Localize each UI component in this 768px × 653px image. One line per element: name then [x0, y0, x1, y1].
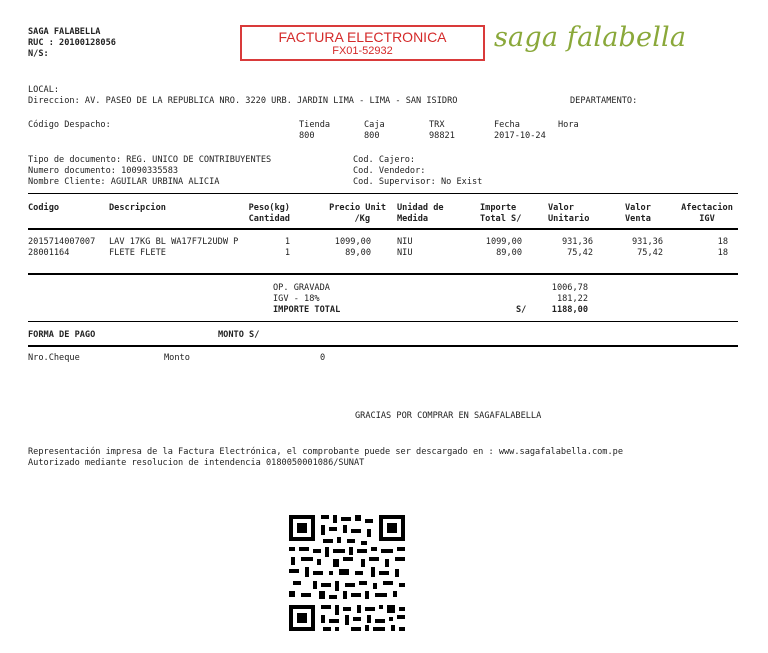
- store-value: 800: [299, 131, 315, 141]
- doc-type: Tipo de documento: REG. UNICO DE CONTRIBUYENTES: [28, 155, 272, 165]
- col-valor-unitario-2: Unitario: [548, 214, 590, 224]
- divider-header: [28, 228, 738, 230]
- col-cantidad: Cantidad: [248, 214, 290, 224]
- seller-code: Cod. Vendedor:: [353, 166, 426, 176]
- cashier-code: Cod. Cajero:: [353, 155, 416, 165]
- legal-authorization: Autorizado mediante resolucion de intendencia 0180050001086/SUNAT: [28, 458, 365, 468]
- register-label: Caja: [364, 120, 385, 130]
- table-row-valor-unitario: 75,42: [567, 248, 593, 258]
- client-name: Nombre Cliente: AGUILAR URBINA ALICIA: [28, 177, 220, 187]
- col-valor-unitario: Valor: [548, 203, 574, 213]
- company-ns: N/S:: [28, 49, 49, 59]
- dispatch-code-label: Código Despacho:: [28, 120, 111, 130]
- table-row-descripcion: FLETE FLETE: [109, 248, 166, 258]
- address: Direccion: AV. PASEO DE LA REPUBLICA NRO. 3220 URB. JARDIN LIMA - LIMA - SAN ISIDRO: [28, 96, 458, 106]
- col-peso: Peso(kg): [248, 203, 290, 213]
- divider-items: [28, 273, 738, 275]
- date-label: Fecha: [494, 120, 520, 130]
- table-row-igv: 18: [717, 248, 728, 258]
- table-row-unidad: NIU: [397, 248, 413, 258]
- brand-logo: saga falabella: [494, 22, 687, 53]
- col-medida: Medida: [397, 214, 429, 224]
- table-row-codigo: 2015714007007: [28, 237, 96, 247]
- col-precio: Precio Unit: [329, 203, 386, 213]
- payment-amount-label: MONTO S/: [218, 330, 260, 340]
- divider-payment: [28, 345, 738, 347]
- table-row-valor-venta: 75,42: [637, 248, 663, 258]
- divider-totals: [28, 321, 738, 322]
- col-codigo: Codigo: [28, 203, 60, 213]
- table-row-importe: 89,00: [496, 248, 522, 258]
- department-label: DEPARTAMENTO:: [570, 96, 638, 106]
- total-value: 1188,00: [551, 305, 588, 315]
- invoice-title: FACTURA ELECTRONICA: [278, 29, 447, 45]
- op-gravada-value: 1006,78: [551, 283, 588, 293]
- store-label: Tienda: [299, 120, 331, 130]
- company-name: SAGA FALABELLA: [28, 27, 101, 37]
- legal-representation: Representación impresa de la Factura Electrónica, el comprobante puede ser descargado en : www.sagafalabella.com.pe: [28, 447, 623, 457]
- invoice-number: FX01-52932: [332, 45, 393, 57]
- time-label: Hora: [558, 120, 579, 130]
- table-row-unidad: NIU: [397, 237, 413, 247]
- igv-label: IGV - 18%: [273, 294, 320, 304]
- table-row-igv: 18: [717, 237, 728, 247]
- col-descripcion: Descripcion: [109, 203, 166, 213]
- col-valor-venta-2: Venta: [625, 214, 651, 224]
- col-unidad: Unidad de: [397, 203, 444, 213]
- table-row-valor-unitario: 931,36: [561, 237, 593, 247]
- divider-top: [28, 193, 738, 194]
- total-currency: S/: [516, 305, 527, 315]
- table-row-descripcion: LAV 17KG BL WA17F7L2UDW P: [109, 237, 239, 247]
- table-row-cantidad: 1: [284, 248, 290, 258]
- col-igv: IGV: [699, 214, 715, 224]
- col-importe: Importe: [480, 203, 517, 213]
- table-row-cantidad: 1: [284, 237, 290, 247]
- col-afectacion: Afectacion: [681, 203, 733, 213]
- trx-label: TRX: [429, 120, 445, 130]
- payment-method-label: FORMA DE PAGO: [28, 330, 96, 340]
- qr-code-icon: [275, 501, 411, 641]
- col-precio-unit: /Kg: [354, 214, 370, 224]
- doc-number: Numero documento: 10090335583: [28, 166, 179, 176]
- igv-value: 181,22: [556, 294, 588, 304]
- op-gravada-label: OP. GRAVADA: [273, 283, 330, 293]
- thank-you-message: GRACIAS POR COMPRAR EN SAGAFALABELLA: [355, 411, 542, 421]
- cheque-label: Nro.Cheque: [28, 353, 80, 363]
- amount-col-label: Monto: [164, 353, 190, 363]
- company-ruc: RUC : 20100128056: [28, 38, 116, 48]
- table-row-precio: 1099,00: [334, 237, 371, 247]
- table-row-importe: 1099,00: [485, 237, 522, 247]
- table-row-codigo: 28001164: [28, 248, 70, 258]
- trx-value: 98821: [429, 131, 455, 141]
- col-importe-total: Total S/: [480, 214, 522, 224]
- register-value: 800: [364, 131, 380, 141]
- table-row-valor-venta: 931,36: [631, 237, 663, 247]
- total-label: IMPORTE TOTAL: [273, 305, 341, 315]
- col-valor-venta: Valor: [625, 203, 651, 213]
- local-label: LOCAL:: [28, 85, 60, 95]
- amount-value: 0: [320, 353, 326, 363]
- supervisor-code: Cod. Supervisor: No Exist: [353, 177, 483, 187]
- table-row-precio: 89,00: [345, 248, 371, 258]
- date-value: 2017-10-24: [494, 131, 546, 141]
- invoice-title-box: [240, 25, 485, 61]
